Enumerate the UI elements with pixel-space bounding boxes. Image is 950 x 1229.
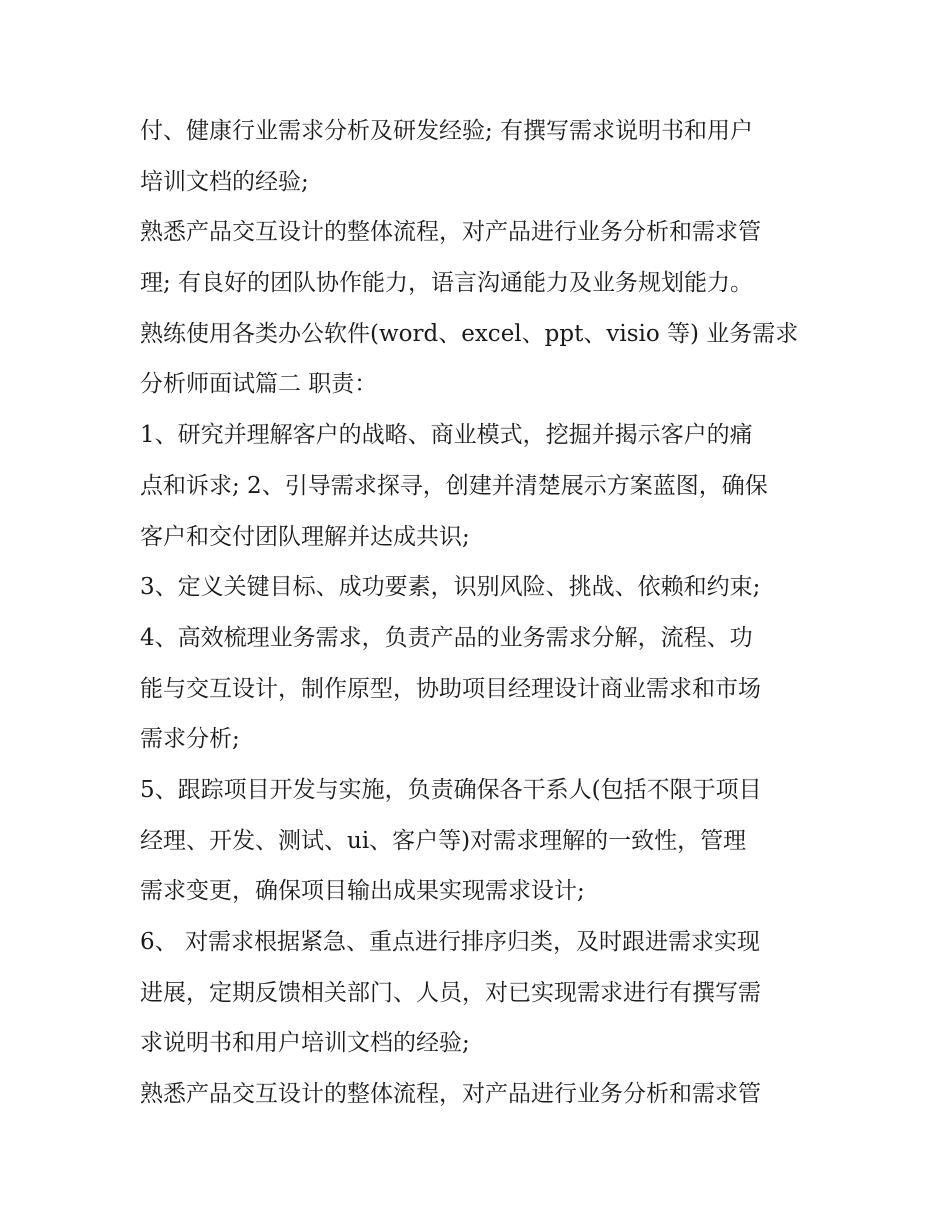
text-line: 6、 对需求根据紧急、重点进行排序归类，及时跟进需求实现	[140, 929, 760, 955]
text-line: 求说明书和用户培训文档的经验;	[140, 1030, 470, 1057]
text-line: 培训文档的经验;	[140, 168, 309, 195]
text-line: 熟练使用各类办公软件(word、excel、ppt、visio 等) 业务需求	[140, 320, 799, 347]
text-line: 5、跟踪项目开发与实施，负责确保各干系人(包括不限于项目	[140, 776, 762, 803]
text-line: 需求分析;	[140, 726, 240, 753]
body-text	[140, 106, 820, 1120]
text-line: 熟悉产品交互设计的整体流程，对产品进行业务分析和需求管	[140, 219, 761, 246]
text-line: 分析师面试篇二 职责：	[140, 371, 378, 398]
text-line: 经理、开发、测试、ui、客户等)对需求理解的一致性，管理	[140, 827, 747, 854]
text-line: 进展，定期反馈相关部门、人员，对已实现需求进行有撰写需	[140, 979, 761, 1006]
text-line: 客户和交付团队理解并达成共识;	[140, 523, 470, 550]
text-line: 需求变更，确保项目输出成果实现需求设计;	[140, 878, 585, 905]
text-line: 1、研究并理解客户的战略、商业模式，挖掘并揭示客户的痛	[140, 422, 753, 449]
text-line: 能与交互设计，制作原型，协助项目经理设计商业需求和市场	[140, 675, 761, 702]
text-line: 3、定义关键目标、成功要素，识别风险、挑战、依赖和约束;	[140, 574, 761, 601]
text-line: 4、高效梳理业务需求，负责产品的业务需求分解，流程、功	[140, 624, 753, 651]
text-line: 付、健康行业需求分析及研发经验; 有撰写需求说明书和用户	[140, 118, 754, 144]
text-line: 熟悉产品交互设计的整体流程，对产品进行业务分析和需求管	[140, 1081, 761, 1108]
text-line: 理; 有良好的团队协作能力，语言沟通能力及业务规划能力。	[140, 270, 754, 297]
text-line: 点和诉求; 2、引导需求探寻，创建并清楚展示方案蓝图，确保	[140, 472, 768, 499]
